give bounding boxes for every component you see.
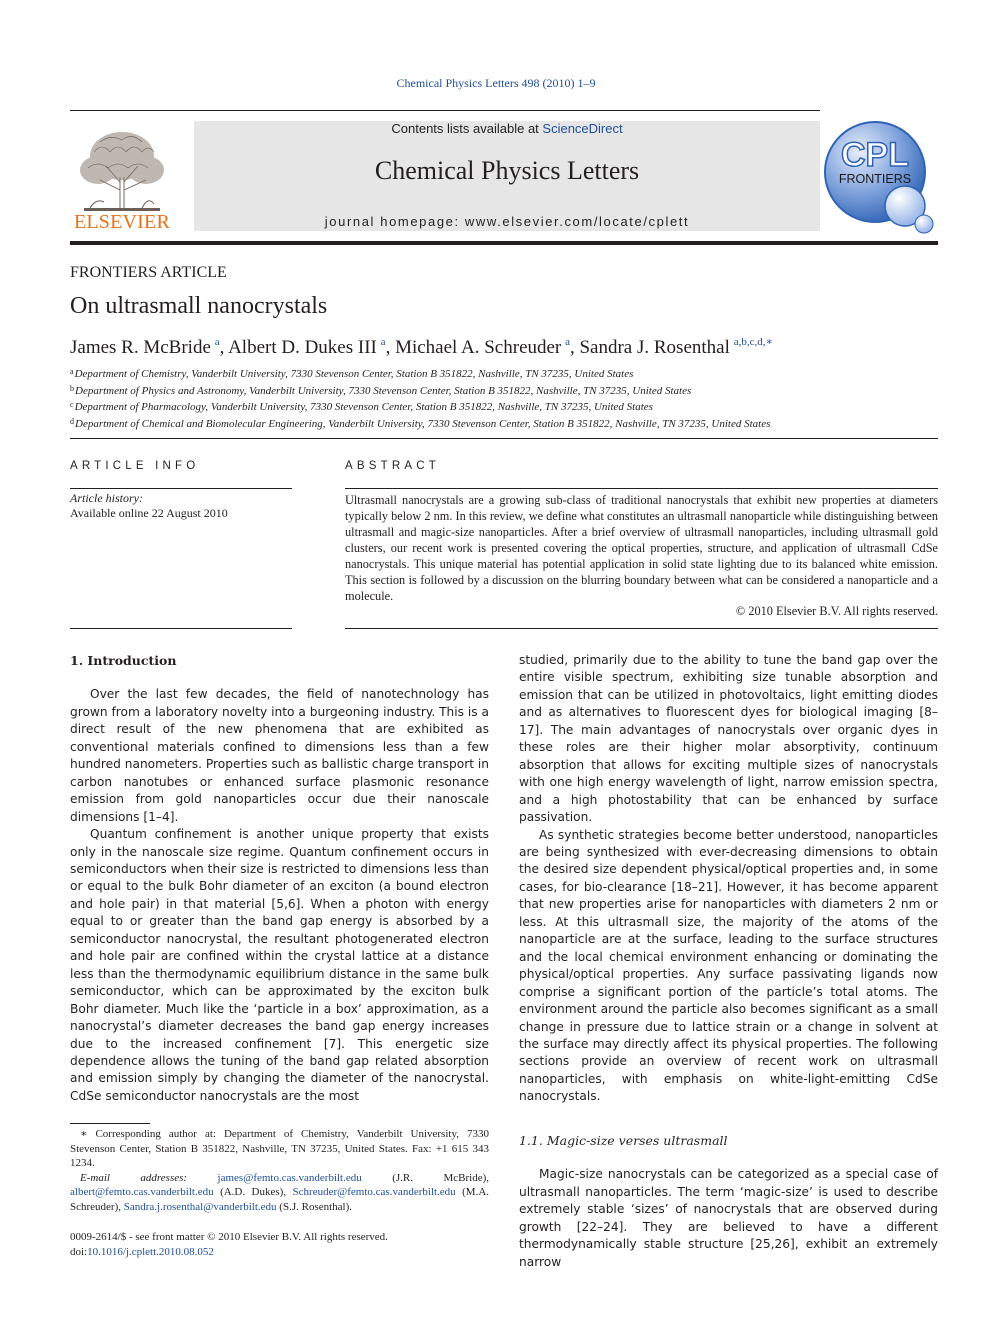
author-affil-sup[interactable]: a	[565, 336, 570, 348]
body-paragraph: studied, primarily due to the ability to tune the band gap over the entire visible spectrum, exhibiting size tunable absorption and emission that can be utilized in photovoltaics, light emitting diodes and as alternatives to fluorescent dyes for biological imaging [8–17]. The main advantages of nanocrystals over organic dyes in these roles are their higher molar absorptivity, continuum absorption that allows for exciting multiple sizes of nanocrystals with one high energy wavelength of light, narrow emission spectra, and a high photostability that can be enhanced by surface passivation.	[519, 653, 938, 825]
affiliation-text: Department of Chemistry, Vanderbilt University, 7330 Stevenson Center, Station B 351822, Nashville, TN 37235, United States	[74, 368, 634, 380]
affiliation-text: Department of Chemical and Biomolecular Engineering, Vanderbilt University, 7330 Stevenson Center, Station B 351822, Nashville, TN 37235, United States	[75, 417, 771, 430]
issn-line: 0009-2614/$ - see front matter © 2010 Elsevier B.V. All rights reserved.	[70, 1231, 388, 1243]
email-owner: (A.D. Dukes),	[220, 1186, 287, 1199]
affiliations	[70, 365, 950, 431]
affiliation-sup: b	[70, 383, 74, 393]
email-owner: (S.J. Rosenthal).	[279, 1200, 353, 1213]
abstract-copyright: © 2010 Elsevier B.V. All rights reserved.	[735, 604, 938, 618]
author-name[interactable]: James R. McBride	[70, 337, 211, 358]
email-link[interactable]: albert@femto.cas.vanderbilt.edu	[70, 1186, 214, 1199]
author-list: James R. McBride $^a$, Albert D. Dukes III $^a$, Michael A. Schreuder $^a$, Sandra J. Rosenthal $^{a,b,c,d,∗}$	[70, 336, 773, 358]
article-title: On ultrasmall nanocrystals	[70, 293, 328, 319]
section-heading: 1. Introduction	[70, 653, 177, 668]
email-link[interactable]: Sandra.j.rosenthal@vanderbilt.edu	[123, 1200, 277, 1213]
homepage-line	[194, 214, 820, 229]
email-note	[70, 1171, 489, 1215]
abstract-text: Ultrasmall nanocrystals are a growing sub-class of traditional nanocrystals that exhibit new properties at diameters typically below 2 nm. In this review, we define what constitutes an ultrasmall nanoparticle while distinguishing between ultrasmall and magic-size nanoparticles. After a brief overview of ultrasmall nanoparticles, including ultrasmall gold clusters, our recent work is presented covering the optical properties, structure, and application of ultrasmall CdSe nanocrystals. This unique material has potential application in solid state lighting due to its balanced white emission. This section is followed by a discussion on the blurring boundary between what can be considered a nanoparticle and a molecule.	[345, 493, 938, 603]
doi-link[interactable]: 10.1016/j.cplett.2010.08.052	[87, 1245, 214, 1258]
body-paragraph: As synthetic strategies become better understood, nanoparticles are being synthesized with ever-decreasing dimensions to obtain the desired size dependent physical/optical properties and, in some cases, for bio-clearance [18–21]. However, it has become apparent that new properties arise for nanoparticles with diameters 2 nm or less. At this ultrasmall size, the majority of the atoms of the nanoparticle are at the surface, leading to the surface structures and the local chemical environment enhancing or dominating the physical/optical properties. Any surface passivating ligands now comprise a significant portion of the particle’s total atoms. The environment around the particle also becomes significant as a small change in pressure due to lattice strain or a change in solvent at the surface may directly affect its physical properties. The following sections provide an overview of recent work on ultrasmall nanoparticles, with emphasis on white-light-emitting CdSe nanocrystals.	[519, 827, 938, 1104]
affiliation-sup: d	[70, 416, 74, 426]
homepage-link[interactable]: www.elsevier.com/locate/cplett	[464, 214, 690, 229]
footnotes	[70, 1127, 489, 1215]
affiliation-text: Department of Pharmacology, Vanderbilt University, 7330 Stevenson Center, Station B 351822, Nashville, TN 37235, United States	[74, 401, 653, 414]
sciencedirect-link[interactable]: ScienceDirect	[542, 121, 623, 136]
author-affil-sup[interactable]: a	[214, 336, 220, 348]
doi-prefix: doi:	[70, 1245, 88, 1258]
divider	[345, 628, 938, 629]
divider	[70, 438, 938, 439]
affiliation	[70, 398, 950, 415]
publisher-name: ELSEVIER	[73, 211, 171, 233]
email-link[interactable]: james@femto.cas.vanderbilt.edu	[217, 1171, 362, 1184]
affiliation-text: Department of Physics and Astronomy, Vanderbilt University, 7330 Stevenson Center, Station B 351822, Nashville, TN 37235, United States	[75, 384, 692, 397]
email-label: E-mail addresses:	[80, 1171, 188, 1184]
author-name[interactable]: Sandra J. Rosenthal	[579, 337, 730, 358]
body-column-right	[519, 652, 938, 1271]
contents-line	[194, 121, 820, 136]
author-name[interactable]: Albert D. Dukes III	[228, 337, 377, 358]
history-value: Available online 22 August 2010	[70, 506, 228, 520]
abstract-label: ABSTRACT	[345, 460, 440, 472]
body-paragraph: Quantum confinement is another unique property that exists only in the nanoscale size regime. Quantum confinement occurs in semiconductors when their size is restricted to dimensions less than or equal to the bulk Bohr diameter of an exciton (a bound electron and hole pair) in that material [5,6]. When a photon with energy equal to or greater than the band gap energy is absorbed by a semiconductor nanocrystal, the resultant photogenerated electron and hole pair are confined within the crystal lattice at a distance less than the thermodynamic equilibrium distance in the same bulk semiconductor, which can be approximated by the exciton bulk Bohr diameter. Much like the ‘particle in a box’ approximation, as a nanocrystal’s diameter decreases the band gap energy increases due to the increased confinement [7]. This energetic size dependence allows the tuning of the band gap related absorption and emission simply by changing the diameter of the nanocrystal. CdSe semiconductor nanocrystals are the most	[70, 827, 489, 1103]
email-owner: (M.A. Schreuder),	[70, 1186, 490, 1213]
affiliation	[70, 415, 950, 432]
author-name[interactable]: Michael A. Schreuder	[395, 337, 562, 358]
author-affil-sup[interactable]: a,b,c,d,∗	[733, 336, 773, 348]
body-paragraph: Magic-size nanocrystals can be categorized as a special case of ultrasmall nanoparticles. The term ‘magic-size’ is used to describe extremely stable ‘sizes’ of nanocrystals that are observed during growth [22–24]. They are believed to have a different thermodynamically stable structure [25,26], exhibit an extremely narrow	[519, 1167, 938, 1269]
email-link[interactable]: Schreuder@femto.cas.vanderbilt.edu	[292, 1186, 456, 1199]
email-owner: (J.R. McBride),	[392, 1171, 489, 1184]
footnote-rule	[70, 1123, 150, 1124]
author-affil-sup[interactable]: a	[380, 336, 386, 348]
affiliation	[70, 365, 950, 382]
cpl-logo-subtext: FRONTIERS	[838, 172, 912, 186]
legal-block	[70, 1230, 489, 1259]
divider	[345, 488, 938, 489]
affiliation-sup: c	[70, 400, 74, 410]
doi-line	[70, 1245, 489, 1260]
divider	[70, 488, 292, 489]
divider	[70, 110, 820, 111]
cpl-logo-text: CPL	[841, 136, 909, 174]
corresponding-author-note: ∗ Corresponding author at: Department of Chemistry, Vanderbilt University, 7330 Stevenson Center, Station B 351822, Nashville, TN 37235, United States. Fax: +1 615 343 1234.	[70, 1128, 489, 1170]
article-type: FRONTIERS ARTICLE	[70, 264, 227, 281]
article-info-label: ARTICLE INFO	[70, 460, 200, 472]
body-paragraph: Over the last few decades, the field of nanotechnology has grown from a laboratory novelty into a burgeoning industry. This is a direct result of the new phenomena that are exhibited as conventional materials confined to dimensions less than a few hundred nanometers. Properties such as ballistic charge transport in carbon nanotubes or enhanced surface plasmonic resonance emission from gold nanoparticles occur due their nanoscale dimensions [1–4].	[70, 687, 489, 824]
affiliation-sup: a	[70, 367, 74, 376]
contents-prefix: Contents lists available at	[391, 121, 543, 136]
masthead-rule	[70, 241, 938, 245]
running-head[interactable]: Chemical Physics Letters 498 (2010) 1–9	[396, 76, 596, 90]
body-column-left	[70, 652, 489, 1105]
history-label: Article history:	[70, 491, 143, 505]
divider	[70, 628, 292, 629]
subsection-heading: 1.1. Magic-size verses ultrasmall	[519, 1132, 728, 1148]
homepage-prefix: journal homepage:	[324, 214, 465, 229]
cpl-frontiers-logo	[823, 118, 935, 236]
affiliation	[70, 382, 950, 399]
journal-title: Chemical Physics Letters	[374, 156, 640, 185]
